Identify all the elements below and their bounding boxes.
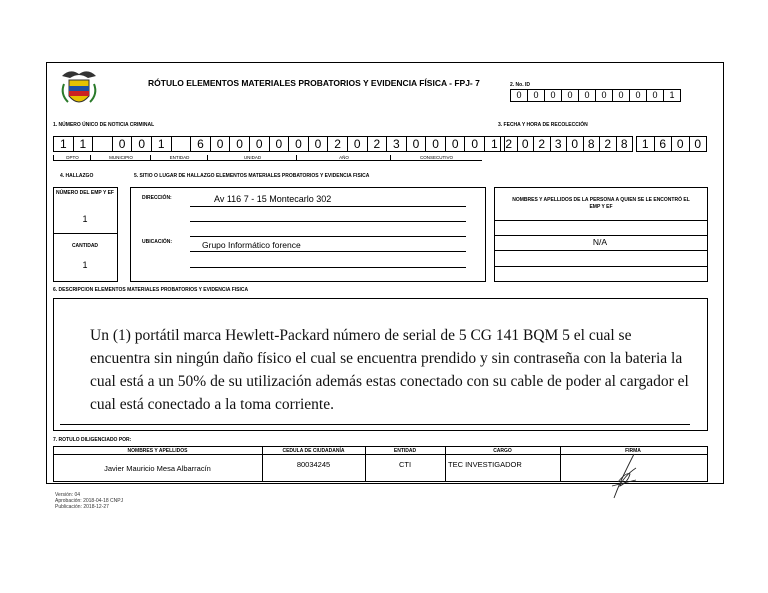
id-number-field <box>510 89 681 102</box>
digit-cell: 0 <box>578 90 595 101</box>
publicacion-text: Publicación: 2018-12-27 <box>55 504 109 510</box>
digit-cell: 0 <box>612 90 629 101</box>
footer <box>55 492 123 510</box>
table-header: FIRMA <box>625 448 641 454</box>
digit-cell: 2 <box>367 137 387 151</box>
table-cell: CTI <box>398 460 412 469</box>
digit-cell: 0 <box>425 137 445 151</box>
direccion-label: DIRECCIÓN: <box>142 195 172 201</box>
digit-cell: 0 <box>308 137 328 151</box>
digit-cell: 0 <box>629 90 646 101</box>
digit-cell: 0 <box>646 90 663 101</box>
digit-cell: 0 <box>445 137 465 151</box>
id-label: 2. No. ID <box>510 82 531 88</box>
digit-cell: 1 <box>484 137 504 151</box>
digit-cell: 6 <box>654 137 672 151</box>
digit-cell: 2 <box>533 137 550 151</box>
digit-cell: 0 <box>517 137 534 151</box>
table-header: CEDULA DE CIUDADANÍA <box>282 448 345 454</box>
descripcion-text: Un (1) portátil marca Hewlett-Packard número de serial de 5 CG 141 BQM 5 el cual se encuentra sin ningún daño físico el cual se encuentra prendido y sin contraseña con la bateria la cual está a un 50% de su utilización además estas conectado con su cable de poder al cargador el cual está conectado a la toma corriente. <box>90 327 689 413</box>
digit-cell: 6 <box>190 137 210 151</box>
digit-cell: 3 <box>550 137 567 151</box>
digit-cell: 2 <box>327 137 347 151</box>
table-cell: Javier Mauricio Mesa Albarracín <box>104 464 211 473</box>
table-header: ENTIDAD <box>393 448 417 454</box>
section6-label: 6. DESCRIPCION ELEMENTOS MATERIALES PROBATORIOS Y EVIDENCIA FISICA <box>53 287 249 293</box>
digit-cell: 0 <box>671 137 689 151</box>
digit-cell: 0 <box>406 137 426 151</box>
digit-cell <box>171 137 191 151</box>
digit-cell: 1 <box>53 137 73 151</box>
section4-label: 4. HALLAZGO <box>60 173 94 179</box>
digit-cell: 0 <box>112 137 132 151</box>
sublabel-municipio: MUNICIPIO <box>90 155 151 161</box>
digit-cell: 0 <box>288 137 308 151</box>
digit-cell: 0 <box>510 90 527 101</box>
coat-of-arms-icon <box>58 66 100 110</box>
table-cell: 80034245 <box>296 460 331 469</box>
sublabel-año: AÑO <box>296 155 391 161</box>
cantidad-value: 1 <box>82 260 88 270</box>
emp-number-value: 1 <box>82 214 88 224</box>
signature <box>606 452 646 500</box>
digit-cell <box>92 137 112 151</box>
digit-cell: 3 <box>386 137 406 151</box>
hora-recoleccion <box>636 136 707 152</box>
fecha-recoleccion <box>500 136 633 152</box>
digit-cell: 0 <box>544 90 561 101</box>
direccion-value: Av 116 7 - 15 Montecarlo 302 <box>214 194 332 204</box>
digit-cell: 0 <box>464 137 484 151</box>
digit-cell: 0 <box>566 137 583 151</box>
cantidad-label: CANTIDAD <box>71 243 99 249</box>
digit-cell: 2 <box>500 137 517 151</box>
section1-label: 1. NÚMERO ÚNICO DE NOTICIA CRIMINAL <box>53 122 155 128</box>
digit-cell: 1 <box>636 137 654 151</box>
sublabel-entidad: ENTIDAD <box>150 155 208 161</box>
digit-cell: 8 <box>616 137 633 151</box>
digit-cell: 0 <box>595 90 612 101</box>
section5-label: 5. SITIO O LUGAR DE HALLAZGO ELEMENTOS MATERIALES PROBATORIOS Y EVIDENCIA FISICA <box>134 173 370 179</box>
digit-cell: 1 <box>663 90 680 101</box>
table-cell: TEC INVESTIGADOR <box>448 460 522 469</box>
sublabel-unidad: UNIDAD <box>207 155 297 161</box>
digit-cell: 0 <box>527 90 544 101</box>
version-text: Versión: 04 <box>55 492 81 498</box>
emp-number-label: NÚMERO DEL EMP Y EF <box>56 190 114 196</box>
digit-cell: 1 <box>73 137 93 151</box>
digit-cell: 0 <box>347 137 367 151</box>
section3-label: 3. FECHA Y HORA DE RECOLECCIÓN <box>498 122 588 128</box>
ubicacion-value: Grupo Informático forence <box>202 240 301 250</box>
section7-label: 7. ROTULO DILIGENCIADO POR: <box>53 437 132 443</box>
digit-cell: 0 <box>561 90 578 101</box>
noticia-criminal-number <box>53 136 505 152</box>
digit-cell: 1 <box>151 137 171 151</box>
digit-cell: 8 <box>583 137 600 151</box>
persona-label: NOMBRES Y APELLIDOS DE LA PERSONA A QUIEN SE LE ENCONTRÓ EL EMP Y EF <box>512 197 690 210</box>
sublabel-dpto: DPTO <box>53 155 91 161</box>
table-header: NOMBRES Y APELLIDOS <box>127 448 188 454</box>
form-title: RÓTULO ELEMENTOS MATERIALES PROBATORIOS Y EVIDENCIA FÍSICA - FPJ- 7 <box>148 78 480 88</box>
digit-cell: 0 <box>131 137 151 151</box>
digit-cell: 2 <box>599 137 616 151</box>
persona-value: N/A <box>592 237 608 247</box>
digit-cell: 0 <box>689 137 707 151</box>
digit-cell: 0 <box>210 137 230 151</box>
table-header: CARGO <box>493 448 512 454</box>
digit-cell: 0 <box>249 137 269 151</box>
digit-cell: 0 <box>229 137 249 151</box>
ubicacion-label: UBICACIÓN: <box>142 239 172 245</box>
sublabel-consecutivo: CONSECUTIVO <box>390 155 482 161</box>
digit-cell: 0 <box>269 137 289 151</box>
aprobacion-text: Aprobación: 2018-04-18 CNPJ <box>55 498 124 504</box>
